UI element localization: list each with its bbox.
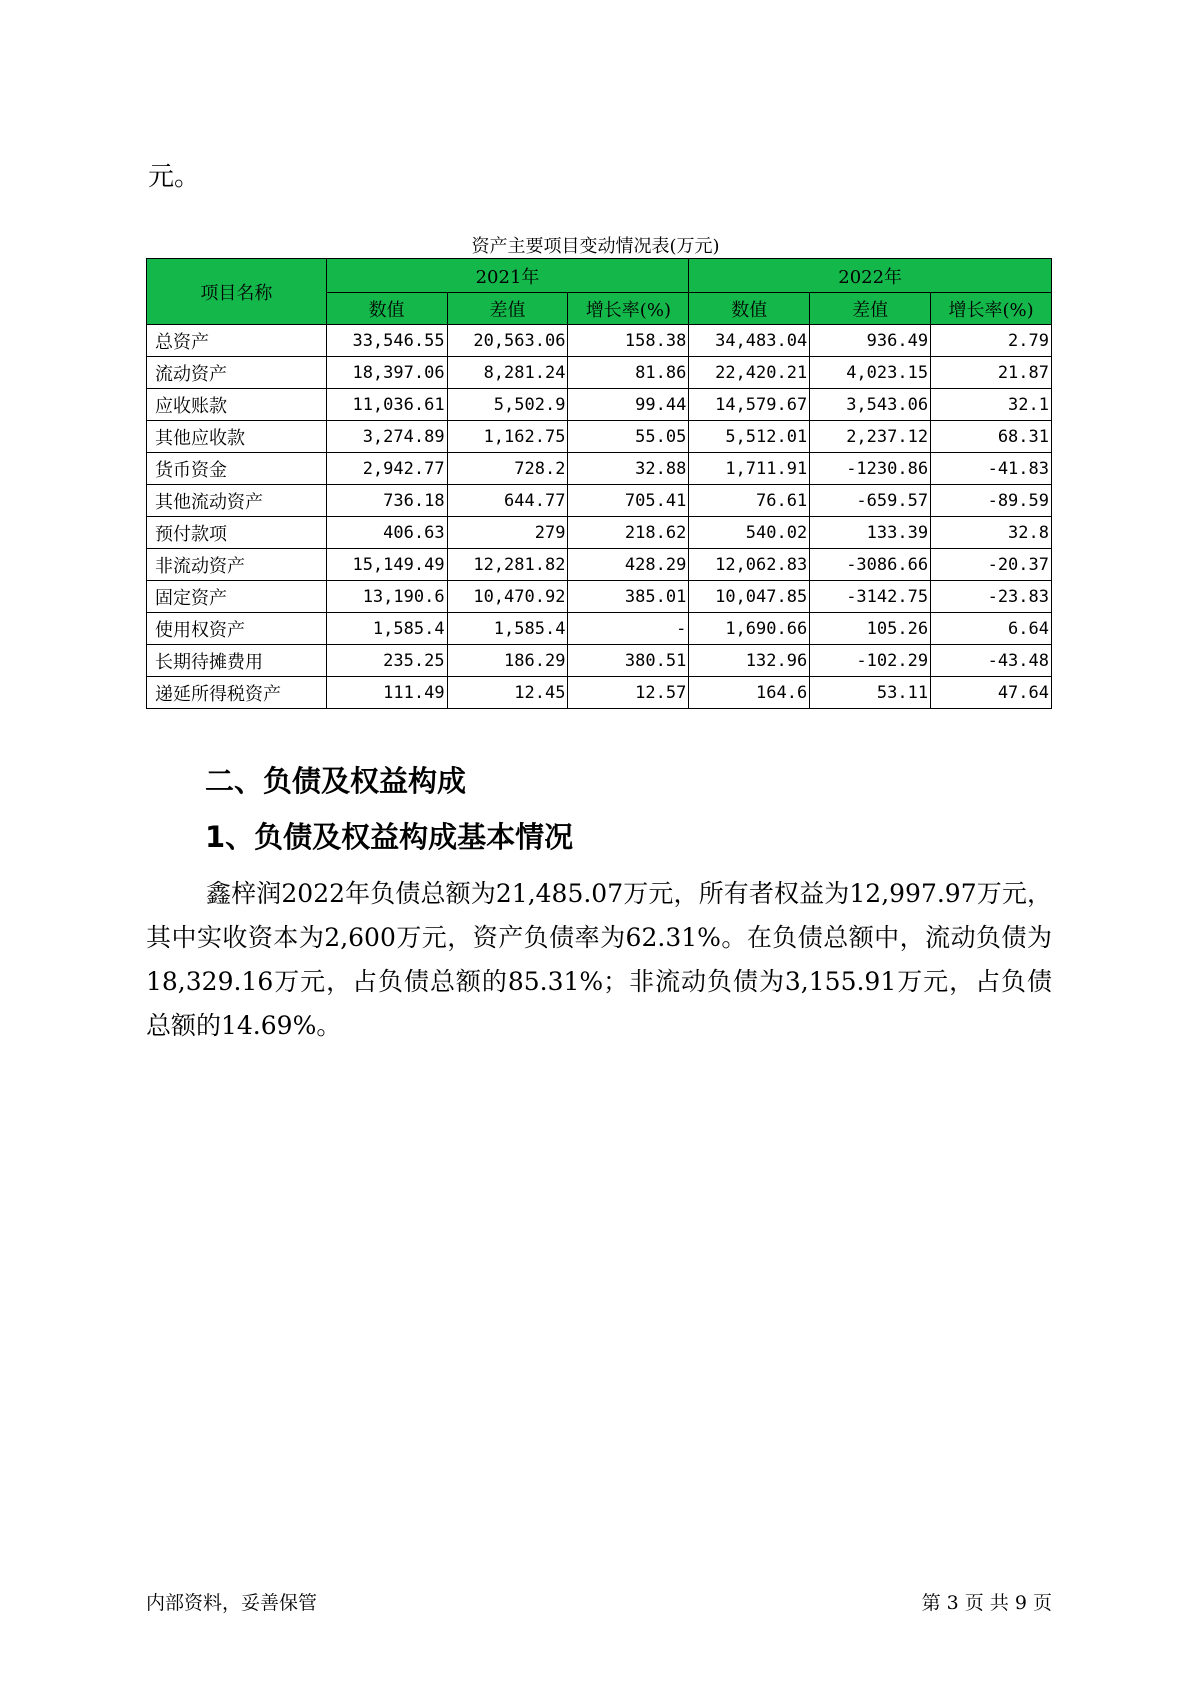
row-item-name: 流动资产 [147,357,327,389]
cell-difference-2022: -102.29 [810,645,931,677]
row-item-name: 固定资产 [147,581,327,613]
cell-growth-2022: 2.79 [931,325,1052,357]
cell-value-2022: 76.61 [689,485,810,517]
header-growth-2021: 增长率(%) [568,293,689,325]
cell-difference-2021: 186.29 [447,645,568,677]
cell-growth-2022: 47.64 [931,677,1052,709]
cell-value-2021: 11,036.61 [326,389,447,421]
table-row [147,645,1052,677]
cell-growth-2022: 32.8 [931,517,1052,549]
row-item-name: 递延所得税资产 [147,677,327,709]
table-row [147,325,1052,357]
cell-value-2022: 540.02 [689,517,810,549]
cell-value-2021: 1,585.4 [326,613,447,645]
header-value-2021: 数值 [326,293,447,325]
row-item-name: 预付款项 [147,517,327,549]
cell-growth-2022: -41.83 [931,453,1052,485]
table-row [147,613,1052,645]
cell-value-2022: 1,711.91 [689,453,810,485]
header-item-name: 项目名称 [147,259,327,325]
row-item-name: 货币资金 [147,453,327,485]
header-year-2021: 2021年 [326,259,689,293]
cell-difference-2021: 728.2 [447,453,568,485]
cell-value-2021: 736.18 [326,485,447,517]
top-text-fragment: 元。 [148,162,201,192]
body-paragraph: 鑫梓润2022年负债总额为21,485.07万元，所有者权益为12,997.97万元，其中实收资本为2,600万元，资产负债率为62.31%。在负债总额中，流动负债为18,329.16万元，占负债总额的85.31%；非流动负债为3,155.91万元，占负债总额的14.69%。 [146,879,1052,1040]
asset-change-table [146,258,1052,709]
cell-value-2021: 3,274.89 [326,421,447,453]
cell-value-2021: 18,397.06 [326,357,447,389]
table-body [147,325,1052,709]
cell-value-2022: 14,579.67 [689,389,810,421]
cell-growth-2021: - [568,613,689,645]
cell-value-2021: 111.49 [326,677,447,709]
cell-difference-2022: -659.57 [810,485,931,517]
cell-value-2021: 15,149.49 [326,549,447,581]
cell-growth-2022: -43.48 [931,645,1052,677]
cell-growth-2021: 218.62 [568,517,689,549]
cell-value-2022: 34,483.04 [689,325,810,357]
cell-difference-2021: 1,162.75 [447,421,568,453]
cell-value-2022: 5,512.01 [689,421,810,453]
cell-growth-2022: -23.83 [931,581,1052,613]
cell-difference-2021: 8,281.24 [447,357,568,389]
cell-difference-2022: -3142.75 [810,581,931,613]
cell-difference-2022: 936.49 [810,325,931,357]
cell-difference-2022: 105.26 [810,613,931,645]
cell-growth-2022: -89.59 [931,485,1052,517]
cell-value-2021: 33,546.55 [326,325,447,357]
table-row [147,389,1052,421]
row-item-name: 使用权资产 [147,613,327,645]
cell-growth-2021: 385.01 [568,581,689,613]
cell-difference-2021: 279 [447,517,568,549]
cell-difference-2022: 3,543.06 [810,389,931,421]
table-row [147,453,1052,485]
footer-confidential-note: 内部资料，妥善保管 [146,1592,318,1614]
cell-difference-2021: 12,281.82 [447,549,568,581]
cell-growth-2022: 6.64 [931,613,1052,645]
cell-value-2022: 12,062.83 [689,549,810,581]
row-item-name: 非流动资产 [147,549,327,581]
cell-growth-2021: 158.38 [568,325,689,357]
row-item-name: 总资产 [147,325,327,357]
cell-value-2022: 132.96 [689,645,810,677]
table-row [147,581,1052,613]
cell-value-2022: 22,420.21 [689,357,810,389]
cell-difference-2022: -3086.66 [810,549,931,581]
cell-value-2022: 1,690.66 [689,613,810,645]
cell-growth-2021: 705.41 [568,485,689,517]
table-row [147,549,1052,581]
cell-growth-2022: 32.1 [931,389,1052,421]
cell-growth-2021: 12.57 [568,677,689,709]
row-item-name: 其他应收款 [147,421,327,453]
header-value-2022: 数值 [689,293,810,325]
cell-difference-2021: 12.45 [447,677,568,709]
table-row [147,517,1052,549]
cell-difference-2021: 644.77 [447,485,568,517]
section-heading: 二、负债及权益构成 [205,764,467,798]
cell-value-2021: 13,190.6 [326,581,447,613]
table-caption: 资产主要项目变动情况表(万元) [471,236,720,257]
cell-growth-2021: 32.88 [568,453,689,485]
table-row [147,485,1052,517]
cell-difference-2021: 5,502.9 [447,389,568,421]
row-item-name: 其他流动资产 [147,485,327,517]
cell-value-2021: 235.25 [326,645,447,677]
cell-difference-2022: -1230.86 [810,453,931,485]
cell-difference-2022: 2,237.12 [810,421,931,453]
table-row [147,357,1052,389]
cell-growth-2021: 428.29 [568,549,689,581]
cell-growth-2022: 68.31 [931,421,1052,453]
subsection-heading: 1、负债及权益构成基本情况 [205,820,574,854]
cell-difference-2022: 133.39 [810,517,931,549]
cell-difference-2021: 20,563.06 [447,325,568,357]
footer-page-number: 第 3 页 共 9 页 [921,1592,1052,1614]
cell-difference-2021: 1,585.4 [447,613,568,645]
cell-value-2022: 10,047.85 [689,581,810,613]
row-item-name: 长期待摊费用 [147,645,327,677]
header-difference-2022: 差值 [810,293,931,325]
table-row [147,421,1052,453]
cell-value-2021: 406.63 [326,517,447,549]
cell-growth-2021: 380.51 [568,645,689,677]
header-growth-2022: 增长率(%) [931,293,1052,325]
header-year-2022: 2022年 [689,259,1052,293]
cell-difference-2022: 53.11 [810,677,931,709]
cell-difference-2022: 4,023.15 [810,357,931,389]
cell-growth-2021: 55.05 [568,421,689,453]
cell-value-2022: 164.6 [689,677,810,709]
cell-difference-2021: 10,470.92 [447,581,568,613]
header-difference-2021: 差值 [447,293,568,325]
table-row [147,677,1052,709]
cell-growth-2021: 99.44 [568,389,689,421]
cell-value-2021: 2,942.77 [326,453,447,485]
cell-growth-2021: 81.86 [568,357,689,389]
cell-growth-2022: 21.87 [931,357,1052,389]
cell-growth-2022: -20.37 [931,549,1052,581]
row-item-name: 应收账款 [147,389,327,421]
